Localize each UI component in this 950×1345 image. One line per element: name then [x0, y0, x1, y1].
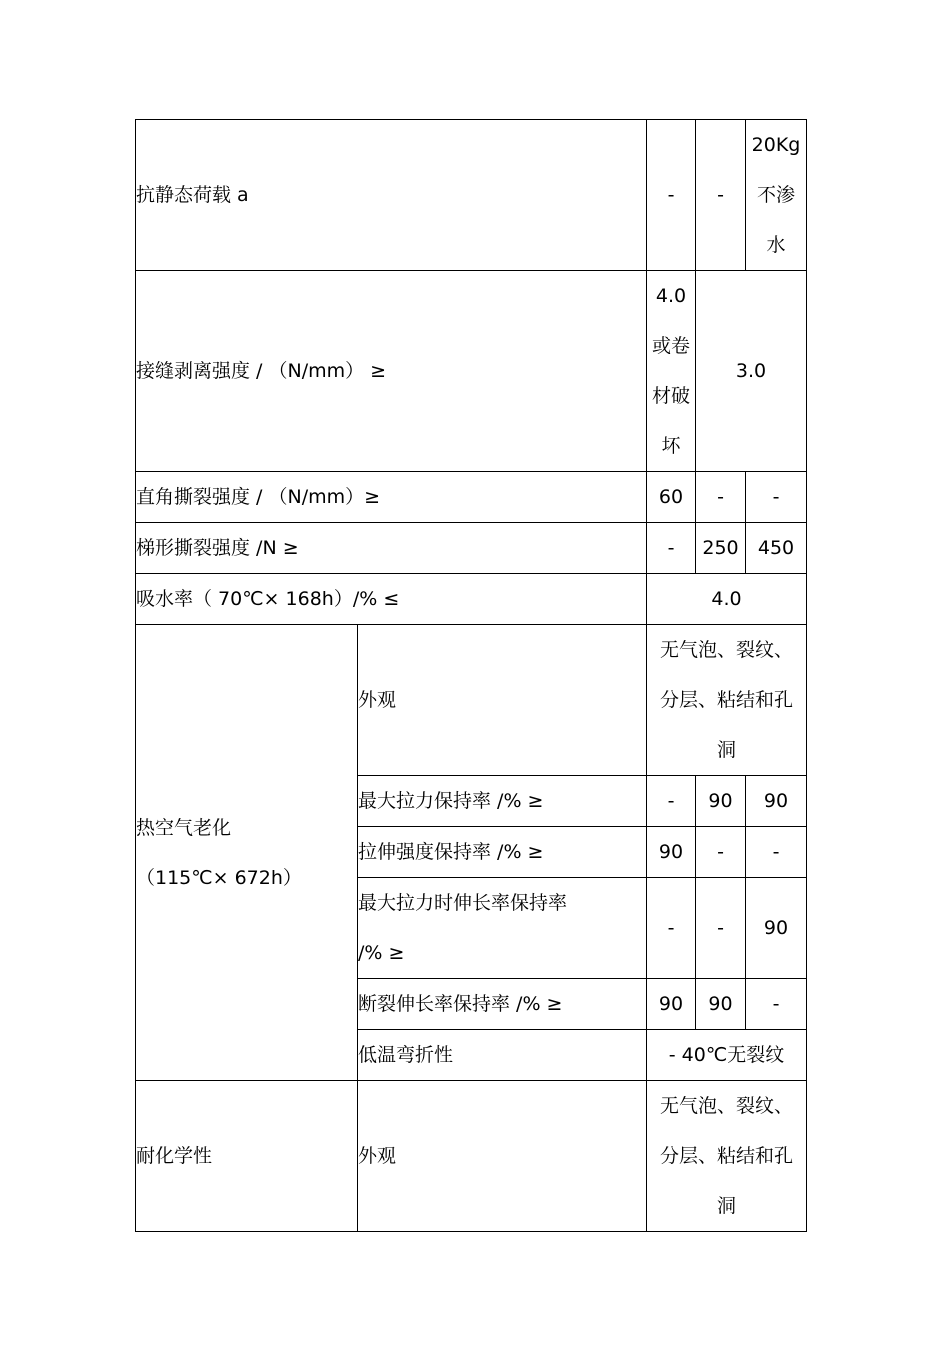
right-angle-tear-label: 直角撕裂强度 / （N/mm）≥: [136, 472, 647, 523]
break-elongation-v1: 90: [647, 979, 696, 1030]
low-temp-bend-value: - 40℃无裂纹: [647, 1030, 807, 1081]
chemical-resistance-label: 耐化学性: [136, 1081, 358, 1232]
heat-aging-label: 热空气老化 （115℃× 672h）: [136, 625, 358, 1081]
break-elongation-v2: 90: [696, 979, 746, 1030]
break-elongation-v3: -: [746, 979, 807, 1030]
max-tension-elongation-v2: -: [696, 878, 746, 979]
table-row: [136, 472, 807, 523]
table-row: [136, 1081, 807, 1232]
heat-aging-appearance-value: 无气泡、裂纹、 分层、粘结和孔 洞: [647, 625, 807, 776]
trapezoid-tear-v3: 450: [746, 523, 807, 574]
max-tension-v1: -: [647, 776, 696, 827]
table-row: [136, 120, 807, 271]
water-absorption-value: 4.0: [647, 574, 807, 625]
chemical-resistance-appearance-label: 外观: [358, 1081, 647, 1232]
trapezoid-tear-v2: 250: [696, 523, 746, 574]
tensile-strength-v1: 90: [647, 827, 696, 878]
seam-peel-v23: 3.0: [696, 271, 807, 472]
max-tension-elongation-v3: 90: [746, 878, 807, 979]
right-angle-tear-v1: 60: [647, 472, 696, 523]
break-elongation-label: 断裂伸长率保持率 /% ≥: [358, 979, 647, 1030]
heat-aging-appearance-label: 外观: [358, 625, 647, 776]
chemical-resistance-appearance-value: 无气泡、裂纹、 分层、粘结和孔 洞: [647, 1081, 807, 1232]
right-angle-tear-v2: -: [696, 472, 746, 523]
tensile-strength-v2: -: [696, 827, 746, 878]
trapezoid-tear-v1: -: [647, 523, 696, 574]
max-tension-v3: 90: [746, 776, 807, 827]
max-tension-label: 最大拉力保持率 /% ≥: [358, 776, 647, 827]
max-tension-elongation-label: 最大拉力时伸长率保持率 /% ≥: [358, 878, 647, 979]
tensile-strength-label: 拉伸强度保持率 /% ≥: [358, 827, 647, 878]
water-absorption-label: 吸水率（ 70℃× 168h）/% ≤: [136, 574, 647, 625]
spec-table: [135, 119, 807, 1232]
trapezoid-tear-label: 梯形撕裂强度 /N ≥: [136, 523, 647, 574]
table-row: [136, 574, 807, 625]
low-temp-bend-label: 低温弯折性: [358, 1030, 647, 1081]
static-load-v2: -: [696, 120, 746, 271]
tensile-strength-v3: -: [746, 827, 807, 878]
max-tension-elongation-v1: -: [647, 878, 696, 979]
table-row: [136, 625, 807, 776]
static-load-v3: 20Kg 不渗 水: [746, 120, 807, 271]
right-angle-tear-v3: -: [746, 472, 807, 523]
static-load-v1: -: [647, 120, 696, 271]
seam-peel-label: 接缝剥离强度 / （N/mm） ≥: [136, 271, 647, 472]
table-row: [136, 271, 807, 472]
table-row: [136, 523, 807, 574]
max-tension-v2: 90: [696, 776, 746, 827]
static-load-label: 抗静态荷载 a: [136, 120, 647, 271]
seam-peel-v1: 4.0 或卷 材破 坏: [647, 271, 696, 472]
